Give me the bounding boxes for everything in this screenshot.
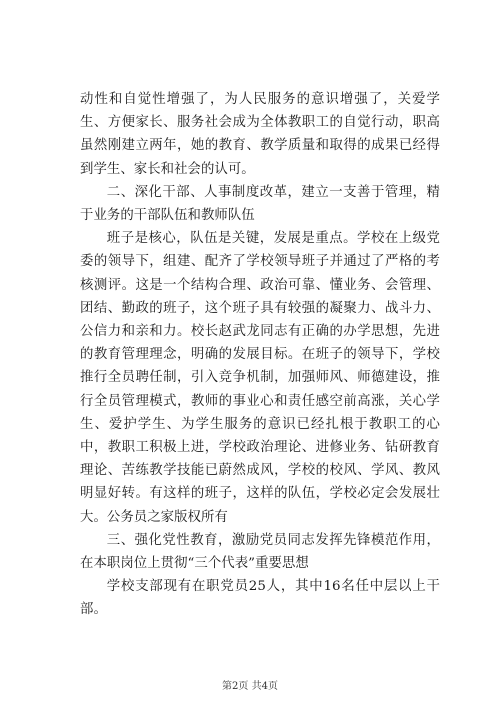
- paragraph-3: 班子是核心，队伍是关键，发展是重点。学校在上级党委的领导下，组建、配齐了学校领导班子并通过了严格的考核测评。这是一个结构合理、政治可靠、懂业务、会管理、团结、勤政的班子，这个班子具有较强的凝聚力、战斗力、公信力和亲和力。校长赵武龙同志有正确的办学思想，先进的教育管理理念，明确的发展目标。在班子的领导下，学校推行全员聘任制，引入竞争机制，加强师风、师德建设，推行全员管理模式，教师的事业心和责任感空前高涨，关心学生、爱护学生、为学生服务的意识已经扎根于教职工的心中，教职工积极上进，学校政治理论、进修业务、钻研教育理论、苦练教学技能已蔚然成风，学校的校风、学风、教风明显好转。有这样的班子，这样的队伍，学校必定会发展壮大。公务员之家版权所有: [80, 231, 440, 525]
- paragraph-1: 动性和自觉性增强了，为人民服务的意识增强了，关爱学生、方便家长、服务社会成为全体教职工的自觉行动，职高虽然刚建立两年，她的教育、教学质量和取得的成果已经得到学生、家长和社会的认可。: [80, 92, 440, 177]
- paragraph-4: 三、强化党性教育，激励党员同志发挥先锋模范作用，在本职岗位上贯彻“三个代表”重要思想: [80, 532, 440, 572]
- paragraph-2: 二、深化干部、人事制度改革，建立一支善于管理，精于业务的干部队伍和教师队伍: [80, 184, 440, 224]
- document-body: [80, 88, 440, 622]
- page-number-footer: 第2页 共4页: [222, 681, 278, 692]
- paragraph-5: 学校支部现有在职党员25人，其中16名任中层以上干部。: [80, 579, 440, 618]
